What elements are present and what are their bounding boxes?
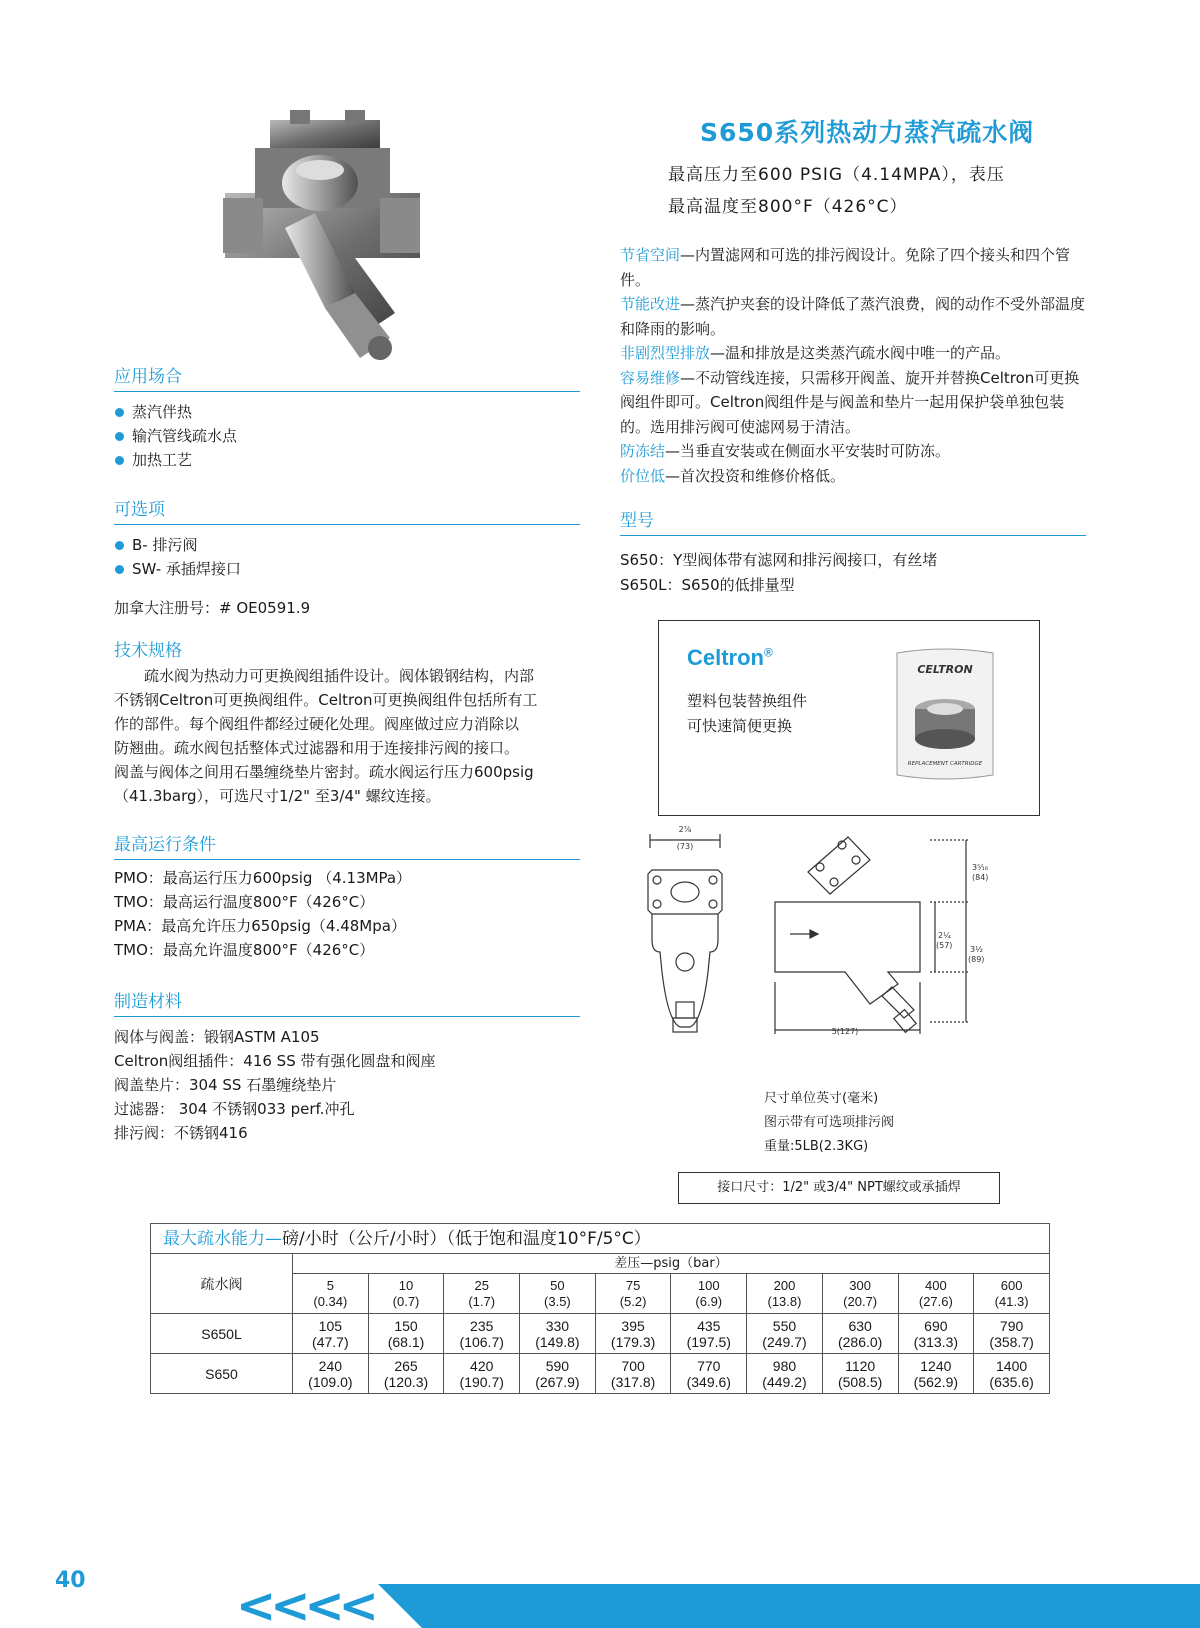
material-line: 阀盖垫片：304 SS 石墨缠绕垫片 [114,1076,337,1094]
lb-value: 395 [621,1317,645,1334]
kg-value: (286.0) [837,1333,883,1350]
feature-key: 非剧烈型排放 [620,344,711,362]
valve-cutaway-image [215,108,430,373]
celtron-brand [687,645,773,671]
capacity-cell [747,1314,823,1354]
lb-value: 435 [697,1317,721,1334]
feature-item [620,366,1090,440]
dim-label: 2¼ [938,931,951,940]
features-list [620,243,1090,488]
lb-value: 550 [772,1317,797,1334]
feature-item [620,464,1090,489]
pressure-cell [822,1274,898,1314]
list-item: 输汽管线疏水点 [114,424,237,448]
dim-label: (84) [972,873,989,882]
kg-value: (562.9) [913,1373,959,1390]
subtitle-temperature: 最高温度至800°F（426°C） [668,197,908,217]
capacity-title-rest: 磅/小时（公斤/小时）（低于饱和温度10°F/5°C） [282,1228,651,1249]
pressure-cell [595,1274,671,1314]
capacity-cell [444,1314,520,1354]
page-number: 40 [55,1568,86,1593]
capacity-cell [520,1354,596,1394]
psig-value: 400 [924,1277,947,1293]
lb-value: 150 [394,1317,418,1334]
condition-line: TMO：最高运行温度800°F（426°C） [114,893,375,911]
capacity-cell [671,1354,747,1394]
subtitle-pressure: 最高压力至600 PSIG（4.14MPA），表压 [668,165,1005,185]
drawing-note: 图示带有可选项排污阀 [764,1115,895,1130]
dimension-drawing [630,822,1020,1084]
list-item: B- 排污阀 [114,533,241,557]
feature-text: —不动管线连接，只需移开阀盖、旋开并替换Celtron可更换阀组件即可。Celtron阀组件是与阀盖和垫片一起用保护袋单独包装的。选用排污阀可使滤网易于清洁。 [620,368,1080,436]
kg-value: (197.5) [686,1333,731,1350]
bar-value: (20.7) [843,1293,878,1309]
bar-value: (13.8) [767,1293,802,1309]
capacity-cell [595,1314,671,1354]
dim-label: (57) [936,941,953,950]
drawing-notes [764,1087,894,1159]
list-item: 加热工艺 [114,448,237,472]
capacity-cell [368,1314,444,1354]
tech-line: （41.3barg），可选尺寸1/2" 至3/4" 螺纹连接。 [114,787,441,805]
condition-line: TMO：最高允许温度800°F（426°C） [114,941,375,959]
bar-value: (0.7) [392,1293,420,1309]
lb-value: 105 [318,1317,343,1334]
lb-value: 770 [697,1357,721,1374]
registered-mark: ® [764,645,773,660]
lb-value: 700 [621,1357,645,1374]
table-row [151,1354,1050,1394]
psig-value: 50 [550,1277,565,1293]
options-heading: 可选项 [114,499,580,525]
bar-value: (0.34) [313,1293,348,1309]
feature-text: —温和排放是这类蒸汽疏水阀中唯一的产品。 [710,344,1011,362]
capacity-cell [293,1314,369,1354]
kg-value: (68.1) [387,1333,425,1350]
bar-value: (6.9) [695,1293,723,1309]
celtron-line: 塑料包装替换组件 [687,692,808,710]
feature-item [620,243,1090,292]
model-heading: 型号 [620,510,1086,536]
kg-value: (47.7) [312,1333,349,1350]
tech-line: 作的部件。每个阀组件都经过硬化处理。阀座做过应力消除以 [114,715,520,733]
bar-value: (41.3) [994,1293,1029,1309]
pressure-cell [671,1274,747,1314]
kg-value: (635.6) [989,1373,1034,1390]
capacity-cell [595,1354,671,1394]
kg-value: (120.3) [383,1373,429,1390]
feature-text: —蒸汽护夹套的设计降低了蒸汽浪费，阀的动作不受外部温度和降雨的影响。 [620,295,1086,338]
psig-value: 25 [474,1277,489,1293]
pressure-cell [368,1274,444,1314]
feature-key: 防冻结 [620,442,666,460]
kg-value: (358.7) [989,1333,1034,1350]
dim-label: (73) [676,842,694,851]
celtron-description [687,689,807,739]
feature-item [620,341,1090,366]
pack-label: CELTRON [917,663,973,676]
capacity-cell [293,1354,369,1394]
feature-key: 节省空间 [620,246,681,264]
feature-key: 节能改进 [620,295,681,313]
tech-line: 防翘曲。疏水阀包括整体式过滤器和用于连接排污阀的接口。 [114,739,520,757]
capacity-cell [822,1354,898,1394]
psig-value: 300 [849,1277,871,1293]
dim-label: 5(127) [831,1027,859,1036]
lb-value: 1400 [996,1357,1028,1374]
table-header-row [151,1254,1050,1274]
feature-text: —当垂直安装或在侧面水平安装时可防冻。 [665,442,951,460]
capacity-cell [898,1314,974,1354]
pressure-cell [974,1274,1050,1314]
kg-value: (179.3) [610,1333,656,1350]
capacity-cell [368,1354,444,1394]
pressure-cell [520,1274,596,1314]
feature-key: 价位低 [620,466,666,485]
material-line: Celtron阀组插件：416 SS 带有强化圆盘和阀座 [114,1052,436,1070]
kg-value: (190.7) [459,1373,504,1390]
materials-list [114,1025,435,1145]
capacity-title-key: 最大疏水能力— [163,1228,282,1249]
max-conditions-heading: 最高运行条件 [114,834,580,860]
condition-line: PMA：最高允许压力650psig（4.48Mpa） [114,917,406,935]
dim-label: (89) [968,955,985,964]
kg-value: (109.0) [308,1373,353,1390]
connection-size-box: 接口尺寸：1/2" 或3/4" NPT螺纹或承插焊 [678,1172,1000,1204]
material-line: 排污阀：不锈钢416 [114,1124,248,1142]
lb-value: 265 [394,1357,418,1374]
arrows-decoration: <<<< [236,1578,373,1628]
capacity-cell [974,1354,1050,1394]
lb-value: 235 [470,1317,494,1334]
condition-line: PMO：最高运行压力600psig （4.13MPa） [114,869,412,887]
tech-paragraph [114,664,594,808]
capacity-cell [671,1314,747,1354]
feature-item [620,439,1090,464]
row-header: 疏水阀 [151,1254,293,1314]
feature-text: —首次投资和维修价格低。 [665,466,846,485]
pressure-header: 差压—psig（bar） [293,1254,1050,1274]
kg-value: (267.9) [535,1373,580,1390]
tech-line: 疏水阀为热动力可更换阀组插件设计。阀体锻钢结构，内部 [114,667,535,685]
tech-line: 阀盖与阀体之间用石墨缠绕垫片密封。疏水阀运行压力600psig [114,763,534,781]
capacity-cell [898,1354,974,1394]
kg-value: (149.8) [535,1333,580,1350]
model-line: S650：Y型阀体带有滤网和排污阀接口，有丝堵 [620,551,938,569]
bar-value: (5.2) [619,1293,647,1309]
page-title: S650系列热动力蒸汽疏水阀 [700,118,1035,147]
list-item: SW- 承插焊接口 [114,557,241,581]
model-line: S650L：S650的低排量型 [620,576,795,594]
pressure-cell [898,1274,974,1314]
kg-value: (317.8) [610,1373,656,1390]
capacity-title [151,1224,1050,1254]
celtron-box [658,620,1040,816]
dim-label: 2⅞ [678,825,692,834]
materials-heading: 制造材料 [114,991,580,1017]
brand-name: Celtron [687,645,764,670]
cartridge-package-image [893,647,997,781]
options-list [114,533,241,581]
lb-value: 980 [772,1357,797,1374]
lb-value: 330 [545,1317,570,1334]
table-row [151,1314,1050,1354]
dim-label: 3½ [970,945,983,954]
psig-value: 600 [1000,1277,1023,1293]
max-conditions-list [114,866,411,962]
model-cell: S650 [151,1354,293,1394]
pressure-cell [747,1274,823,1314]
lb-value: 590 [545,1357,570,1374]
psig-value: 200 [773,1277,796,1293]
capacity-cell [747,1354,823,1394]
lb-value: 240 [318,1357,343,1374]
material-line: 过滤器： 304 不锈钢033 perf.冲孔 [114,1100,355,1118]
applications-list [114,400,237,472]
drawing-note: 重量:5LB(2.3KG) [764,1139,869,1154]
kg-value: (249.7) [762,1333,807,1350]
bar-value: (1.7) [468,1293,496,1309]
drawing-note: 尺寸单位英寸(毫米) [764,1091,879,1106]
list-item: 蒸汽伴热 [114,400,237,424]
tech-heading: 技术规格 [114,641,182,661]
capacity-cell [520,1314,596,1354]
tech-line: 不锈钢Celtron可更换阀组件。Celtron可更换阀组件包括所有工 [114,691,538,709]
model-cell: S650L [151,1314,293,1354]
pack-caption: REPLACEMENT CARTRIDGE [907,761,983,767]
material-line: 阀体与阀盖：锻钢ASTM A105 [114,1028,320,1046]
table-title-row [151,1224,1050,1254]
capacity-cell [444,1354,520,1394]
footer-bar [378,1584,1200,1628]
kg-value: (349.6) [686,1373,731,1390]
feature-key: 容易维修 [620,368,681,387]
feature-item [620,292,1090,341]
feature-text: —内置滤网和可选的排污阀设计。免除了四个接头和四个管件。 [620,246,1071,289]
dim-label: 3⁵⁄₁₆ [972,863,989,872]
kg-value: (449.2) [762,1373,807,1390]
psig-value: 100 [697,1277,720,1293]
lb-value: 790 [999,1317,1024,1334]
celtron-line: 可快速简便更换 [687,717,793,735]
psig-value: 10 [398,1277,414,1293]
lb-value: 420 [470,1357,494,1374]
kg-value: (508.5) [837,1373,883,1390]
bar-value: (3.5) [544,1293,571,1309]
lb-value: 690 [924,1317,948,1334]
pressure-cell [293,1274,369,1314]
lb-value: 1120 [845,1357,876,1374]
psig-value: 5 [326,1277,334,1293]
capacity-cell [974,1314,1050,1354]
psig-value: 75 [625,1277,641,1293]
registration-number: 加拿大注册号：# OE0591.9 [114,599,311,617]
capacity-cell [822,1314,898,1354]
bar-value: (27.6) [918,1293,953,1309]
kg-value: (313.3) [913,1333,959,1350]
pressure-cell [444,1274,520,1314]
lb-value: 630 [848,1317,872,1334]
lb-value: 1240 [920,1357,952,1374]
applications-heading: 应用场合 [114,366,580,392]
capacity-table [150,1223,1050,1394]
kg-value: (106.7) [459,1333,504,1350]
